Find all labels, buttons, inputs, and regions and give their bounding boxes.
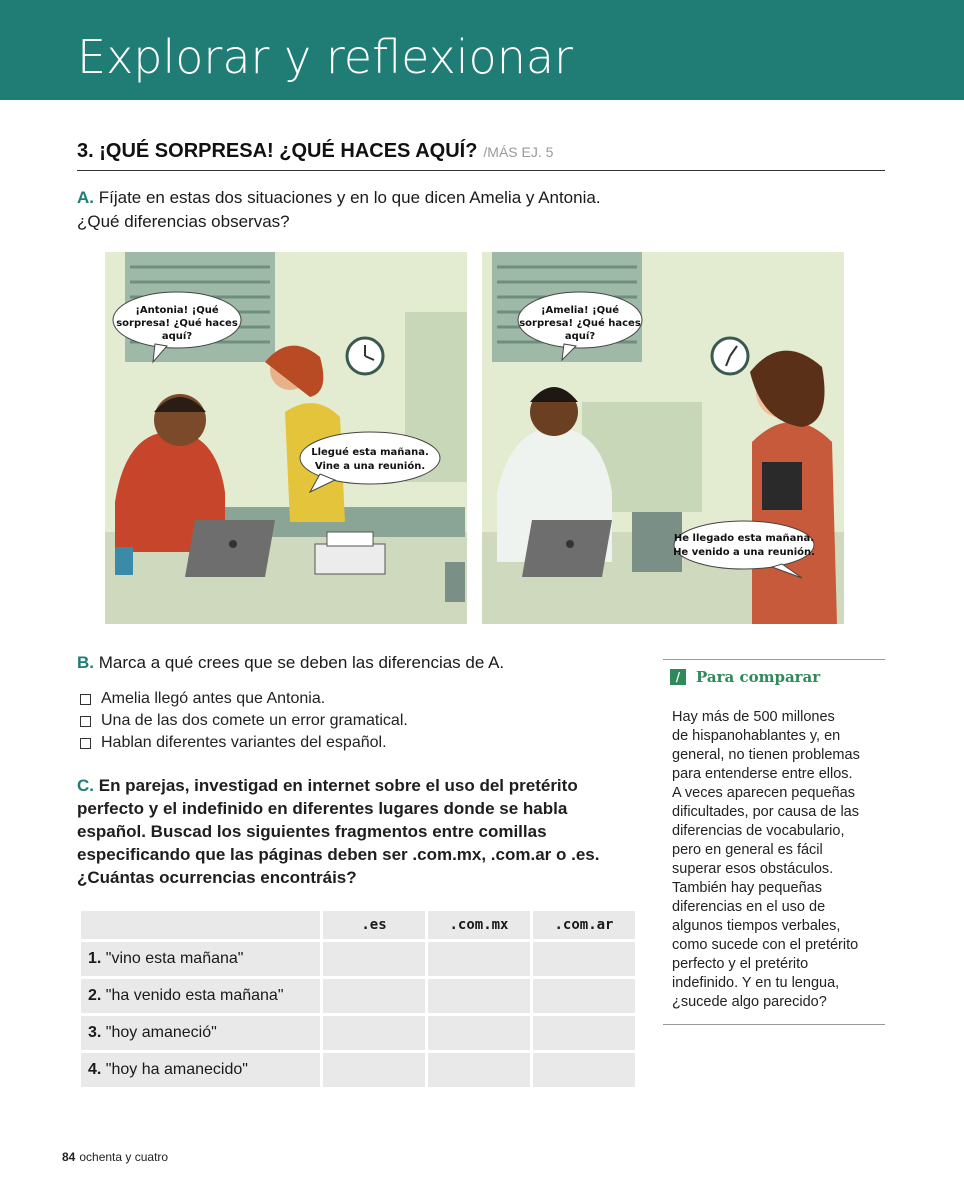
answer-cell-es[interactable] xyxy=(323,979,425,1013)
option-3[interactable] xyxy=(80,732,408,754)
table-header-blank xyxy=(81,911,320,939)
table-term-cell xyxy=(81,979,320,1013)
answer-cell-com-mx[interactable] xyxy=(428,942,530,976)
row-number: 2. xyxy=(88,987,102,1004)
task-c xyxy=(77,774,637,889)
table-header-com-ar: .com.ar xyxy=(533,911,635,939)
task-a-text: Fíjate en estas dos situaciones y en lo que dicen Amelia y Antonia. xyxy=(98,188,601,207)
page-number: 84 xyxy=(62,1150,76,1164)
section-heading xyxy=(77,140,885,171)
table-row xyxy=(81,979,635,1013)
row-term: "hoy amaneció" xyxy=(105,1024,217,1041)
task-a-text-2: ¿Qué diferencias observas? xyxy=(77,212,290,231)
answer-cell-com-ar[interactable] xyxy=(533,1016,635,1050)
sidebar-line: diferencias en el uso de xyxy=(672,899,826,915)
sidebar-line: diferencias de vocabulario, xyxy=(672,823,845,839)
answer-cell-com-ar[interactable] xyxy=(533,1053,635,1087)
task-c-letter: C. xyxy=(77,776,94,795)
comic-panel-2 xyxy=(482,252,844,624)
comic2-bubble2-line2: He venido a una reunión. xyxy=(673,547,815,558)
comic2-bubble1-line3: aquí? xyxy=(564,331,596,342)
option-1[interactable] xyxy=(80,688,408,710)
table-header-es: .es xyxy=(323,911,425,939)
sidebar-line: Hay más de 500 millones xyxy=(672,709,835,725)
option-label: Una de las dos comete un error gramatical. xyxy=(101,712,408,729)
section-reference: /MÁS EJ. 5 xyxy=(483,144,554,160)
sidebar-line: dificultades, por causa de las xyxy=(672,804,859,820)
sidebar-title: Para comparar xyxy=(696,668,821,686)
answer-cell-es[interactable] xyxy=(323,942,425,976)
comic1-bubble2-line1: Llegué esta mañana. xyxy=(311,447,429,458)
comic-illustration-1 xyxy=(105,252,467,624)
sidebar-line: para entenderse entre ellos. xyxy=(672,766,853,782)
task-c-text: En parejas, investigad en internet sobre el uso del pretérito perfecto y el indefinido en diferentes lugares donde se habla español. Buscad los siguientes fragmentos entre comillas especificando que las páginas deben ser .com.mx, .com.ar o .es. ¿Cuántas ocurrencias encontráis? xyxy=(77,776,600,887)
para-comparar-box xyxy=(663,659,885,1025)
comic-illustration-2 xyxy=(482,252,844,624)
comic2-bubble2-line1: He llegado esta mañana. xyxy=(673,533,815,544)
sidebar-line: A veces aparecen pequeñas xyxy=(672,785,855,801)
section-title: 3. ¡QUÉ SORPRESA! ¿QUÉ HACES AQUÍ? xyxy=(77,140,478,162)
sidebar-line: algunos tiempos verbales, xyxy=(672,918,841,934)
answer-cell-es[interactable] xyxy=(323,1016,425,1050)
row-number: 4. xyxy=(88,1061,102,1078)
comic1-bubble2-line2: Vine a una reunión. xyxy=(314,461,426,472)
sidebar-line: pero en general es fácil xyxy=(672,842,823,858)
slash-icon: / xyxy=(670,669,686,685)
answer-cell-com-ar[interactable] xyxy=(533,979,635,1013)
comic1-bubble1-line1: ¡Antonia! ¡Qué xyxy=(135,305,219,316)
task-b-letter: B. xyxy=(77,653,94,672)
comic2-bubble1-line2: sorpresa! ¿Qué haces xyxy=(519,318,641,329)
table-row xyxy=(81,1053,635,1087)
sidebar-heading xyxy=(670,668,820,686)
comic1-bubble1-line2: sorpresa! ¿Qué haces xyxy=(116,318,238,329)
results-table xyxy=(78,908,638,1090)
sidebar-body xyxy=(672,708,884,1012)
task-b-text: Marca a qué crees que se deben las diferencias de A. xyxy=(98,653,505,672)
sidebar-line: de hispanohablantes y, en xyxy=(672,728,841,744)
comic2-bubble1-line1: ¡Amelia! ¡Qué xyxy=(540,305,620,316)
table-row xyxy=(81,1016,635,1050)
task-a-letter: A. xyxy=(77,188,94,207)
answer-cell-com-mx[interactable] xyxy=(428,1053,530,1087)
row-number: 3. xyxy=(88,1024,102,1041)
sidebar-line: superar esos obstáculos. xyxy=(672,861,834,877)
sidebar-line: perfecto y el pretérito xyxy=(672,956,809,972)
table-header-com-mx: .com.mx xyxy=(428,911,530,939)
row-term: "vino esta mañana" xyxy=(105,950,244,967)
answer-cell-com-mx[interactable] xyxy=(428,1016,530,1050)
table-row xyxy=(81,942,635,976)
task-a xyxy=(77,186,717,234)
page-footer xyxy=(62,1150,168,1164)
sidebar-line: indefinido. Y en tu lengua, xyxy=(672,975,840,991)
checkbox[interactable] xyxy=(80,716,91,727)
answer-cell-es[interactable] xyxy=(323,1053,425,1087)
sidebar-line: general, no tienen problemas xyxy=(672,747,860,763)
row-term: "hoy ha amanecido" xyxy=(105,1061,248,1078)
row-term: "ha venido esta mañana" xyxy=(105,987,284,1004)
options-list xyxy=(80,688,408,754)
answer-cell-com-ar[interactable] xyxy=(533,942,635,976)
checkbox[interactable] xyxy=(80,738,91,749)
table-term-cell xyxy=(81,1016,320,1050)
sidebar-line: como sucede con el pretérito xyxy=(672,937,859,953)
option-label: Amelia llegó antes que Antonia. xyxy=(101,690,326,707)
comic1-bubble1-line3: aquí? xyxy=(161,331,193,342)
option-label: Hablan diferentes variantes del español. xyxy=(101,734,387,751)
answer-cell-com-mx[interactable] xyxy=(428,979,530,1013)
option-2[interactable] xyxy=(80,710,408,732)
sidebar-line: ¿sucede algo parecido? xyxy=(672,994,827,1010)
task-b xyxy=(77,653,504,673)
page-number-words: ochenta y cuatro xyxy=(79,1150,169,1164)
row-number: 1. xyxy=(88,950,102,967)
comic-panel-1 xyxy=(105,252,467,624)
table-term-cell xyxy=(81,1053,320,1087)
checkbox[interactable] xyxy=(80,694,91,705)
page-title: Explorar y reflexionar xyxy=(77,30,573,84)
table-term-cell xyxy=(81,942,320,976)
sidebar-line: También hay pequeñas xyxy=(672,880,822,896)
